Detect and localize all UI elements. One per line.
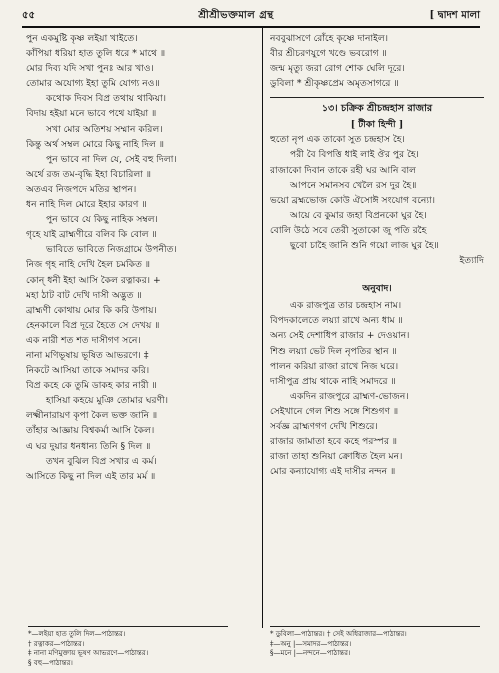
footnote-rule-right	[270, 626, 480, 627]
right-top-verses	[270, 31, 484, 91]
hindi-verse-line: রাজাকো দিবান তাকে রহী ঘর আনি বাল	[270, 164, 416, 176]
page-number: ৫৫	[22, 9, 35, 21]
verse-line: নববুঝাসণে রোঁহে কৃষ্ণে দানাইল।	[270, 33, 389, 44]
verse-line: লক্ষ্মীনারায়ণ কৃপা কৈল ভক্ত জানি ॥	[26, 410, 158, 422]
anuvad-heading: অনুবাদ।	[362, 283, 392, 295]
hindi-verse-line: হুতো নৃপ এক তাকো সুত চন্দ্রহাস হৈ।	[270, 134, 405, 146]
translation-line: পালন করিয়া রাজা রাখে নিজ ঘরে।	[270, 360, 399, 372]
hindi-verse-line: পরী বৈ বিপত্তি ধাই লাই ঔর পুর হৈ।	[290, 149, 419, 161]
verse-line: গৃহে যাই ব্রাহ্মণীরে বলিব কি বোল ॥	[26, 229, 157, 241]
ityadi-label: ইত্যাদি	[459, 255, 484, 267]
page-header	[22, 8, 480, 24]
translation-line: অন্য সেই দেশাধিপ রাজার + দেওয়ান।	[270, 330, 410, 342]
hindi-verse-line: আপনে সমানসব খেলৈ রস দুর হৈ॥	[290, 179, 417, 191]
verse-line: সখা মোর অতিশয় সম্মান করিল।	[46, 123, 163, 135]
translation-line: শিশু লয়্যা ভেট দিল নৃপতির স্থান ॥	[270, 345, 397, 357]
verse-line: কাঁপিয়া ধরিয়া হাত তুলি ধরে * মাথে ॥	[26, 48, 166, 60]
verse-line: কোন্ ধনী ইহা আসি কৈল রত্নাকর। +	[26, 274, 161, 286]
spacer	[270, 268, 484, 280]
verse-line: আসিতে কিছু না দিল এই তার মর্ম ॥	[26, 470, 156, 482]
footnote: * ডুবিলা—পাঠান্তর। † সেই অধিরাজার—পাঠান্তর।	[270, 630, 407, 638]
verse-line: ডুবিলা * শ্রীকৃষ্ণপ্রেম অমৃতসাগরে ॥	[270, 78, 399, 90]
verse-line: এক নারী শত শত দাসীগণ সনে।	[26, 334, 141, 346]
verse-line: বিপ্র কহে কে তুমি ডাকহ কার নারী ॥	[26, 380, 157, 392]
verse-line: কিন্তু অর্থ সম্বল মোরে কিছু নাহি দিল ॥	[26, 138, 165, 150]
hindi-verses	[270, 132, 484, 253]
verse-line: অতএব নিজপদে মতির স্থাপন।	[26, 183, 137, 195]
verse-line: ভাবিতে ভাবিতে নিজগ্রামে উপনীত।	[46, 244, 177, 256]
hindi-verse-line: বোলি উঠে সবে তেরী সুতাকো জু পতি রহৈ	[270, 224, 427, 236]
hindi-verse-line: ভয়ো ব্রহ্মভোজ কোউ ঐসোঈ সংযোগ বন্যো।	[270, 194, 436, 206]
verse-line: হেনকালে বিপ্র দূরে হৈতে সে দেখয় ॥	[26, 319, 160, 331]
verse-line: বীর শ্রীচরণযুগে খণ্ডে ভবরোগ ॥	[270, 48, 387, 60]
translation-line: একদিন রাজপুরে ব্রাহ্মণ-ভোজন।	[290, 390, 409, 402]
verse-line: পুন ভাবে না দিল যে, সেই বহু দিলা।	[46, 153, 177, 165]
tika-label: [ টীকা হিন্দী ]	[350, 119, 404, 131]
translation-line: রাজা তাহা শুনিয়া ক্রোধিত হৈল মন।	[270, 451, 403, 463]
verse-line: কথোক দিবস বিপ্র তথায় থাকিয়া।	[46, 93, 167, 105]
verse-line: ধন নাহি দিল মোরে ইহার কারণ ॥	[26, 199, 147, 211]
hindi-verse-line: ছুবো চাহৈ জানি শুনি গয়ো লাজ ঘুর হৈ॥	[290, 240, 439, 252]
footnote: † রত্নাকর—পাঠান্তর।	[28, 639, 85, 648]
verse-line: হাসিয়া কহয়ে মুঞি তোমার ঘরণী।	[46, 395, 169, 407]
verse-line: তোমার অযোগ্য ইহা তুমি যোগ্য নও॥	[26, 78, 160, 90]
verse-line: তখন বুঝিল বিপ্র সখার এ কর্ম।	[46, 455, 157, 467]
verse-line: মহা ঠাট বাট দেখি দাসী অদ্ভুত ॥	[26, 289, 142, 301]
translation-line: সর্বজ্ঞ ব্রাহ্মণগণ দেখি শিশুরে।	[270, 420, 378, 432]
translation-line: মোর কন্যাযোগ্য এই দাসীর নন্দন ॥	[270, 466, 396, 478]
verse-line: জন্ম মৃত্যু জরা রোগ শোক ঘেলি দূরে।	[270, 63, 405, 75]
translation-line: দাসীপুত্র প্রায় থাকে নাহি সমাদরে ॥	[270, 375, 396, 387]
translation-line: এক রাজপুত্র তার চন্দ্রহাস নাম।	[290, 300, 402, 312]
footnotes-right	[270, 630, 484, 659]
verse-line: নিকটে আসিয়া তাকে সমাদর করি।	[26, 365, 150, 377]
verse-line: ব্রাহ্মণী কোথায় মোর কি করি উপায়।	[26, 304, 157, 316]
verse-line: নিজ গৃহ নাহি দেখি হৈল চমকিত ॥	[26, 259, 151, 271]
translation-verses	[270, 298, 484, 479]
footnote: *—লইয়া হাত তুলি দিল—পাঠান্তর।	[28, 630, 126, 638]
right-column	[270, 31, 484, 479]
verse-line: পুন একমুষ্টি কৃষ্ণ লইয়া খাইতে।	[26, 33, 138, 44]
hindi-verse-line: আয়ে বে কুমার জহা বিপ্রনকো ঘুর হৈ।	[290, 209, 427, 221]
footnotes-left	[28, 630, 258, 668]
verse-line: নানা মণিভূষায় ভূষিত আভরণে। ‡	[26, 349, 149, 361]
section-label: [ দ্বাদশ মালা	[429, 9, 480, 21]
footnote: ‡—অনু |—সমাদর—পাঠান্তর।	[270, 639, 352, 648]
left-column	[26, 31, 258, 484]
verse-line: এ ঘর দুয়ার ধনধান্য তিনি § দিল ॥	[26, 440, 151, 452]
footnote: § বহু—পাঠান্তর।	[28, 658, 73, 667]
verse-line: মোর দিব্য যদি সখা পুনঃ আর খাও।	[26, 63, 154, 75]
verse-line: বিদায় হইয়া মনে ভাবে পথে যাইয়া ॥	[26, 108, 157, 120]
column-divider	[262, 28, 263, 628]
translation-line: রাজার জামাতা হবে কহে পরস্পর ॥	[270, 436, 398, 448]
translation-line: সেইখানে গেল শিশু সঙ্গে শিশুগণ ॥	[270, 405, 399, 417]
section-heading: ১৩। চক্রিক শ্রীচন্দ্রহাস রাজার	[270, 97, 484, 117]
verse-line: অর্থে রজ তম-বৃদ্ধি ইহা বিচারিলা ॥	[26, 168, 152, 180]
running-title: শ্রীশ্রীভক্তমাল গ্রন্থ	[198, 9, 274, 21]
footnote: ‡ নানা মণিমুক্তায় ভূষণ আভরণে—পাঠান্তর।	[28, 649, 149, 657]
footnote-rule-left	[28, 626, 228, 627]
verse-line: তাঁহার আজ্ঞায় বিশ্বকর্মা আসি কৈল।	[26, 425, 155, 437]
verse-line: পুন ভাবে যে কিছু নাহিক সম্বল।	[46, 214, 158, 226]
translation-line: বিপদকালেতে লয়্যা রাখে অন্য ধাম ॥	[270, 315, 403, 327]
footnote: §—মনে |—নন্দনে—পাঠান্তর।	[270, 649, 351, 657]
header-rule	[22, 26, 480, 28]
